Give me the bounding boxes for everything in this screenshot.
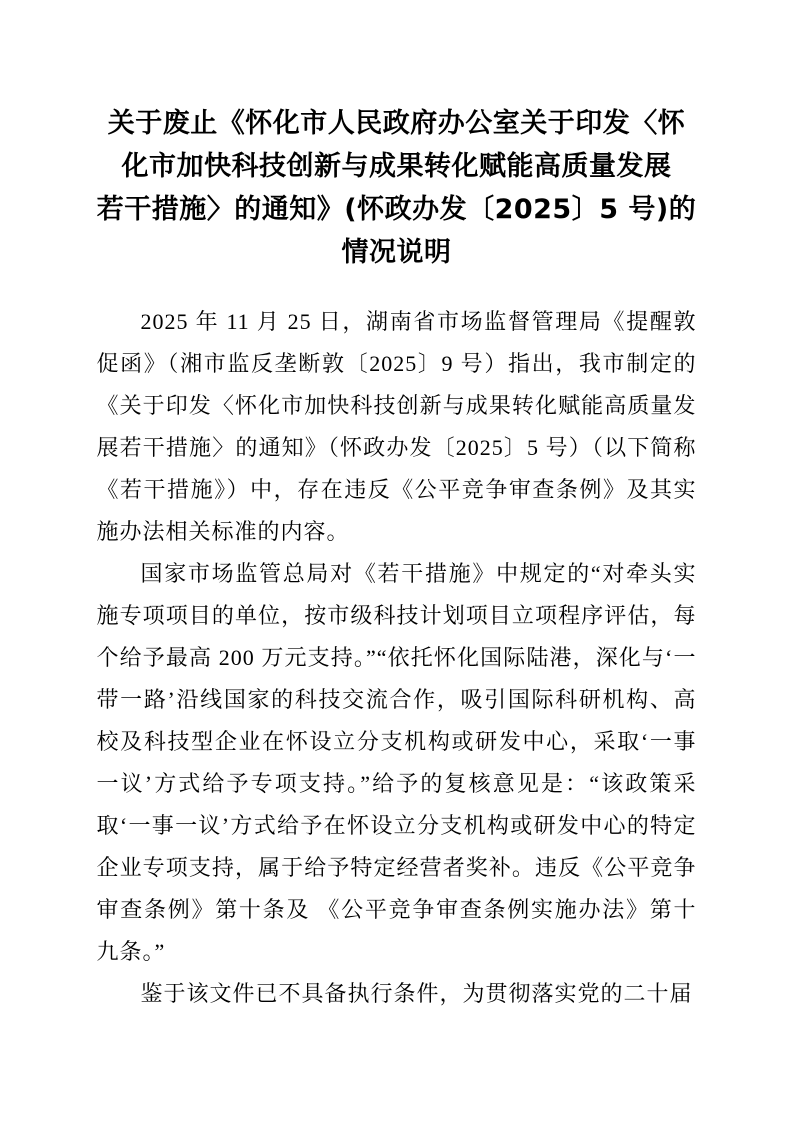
document-title-line-4: 情况说明 <box>341 237 452 268</box>
paragraph-3: 鉴于该文件已不具备执行条件，为贯彻落实党的二十届 <box>140 981 693 1006</box>
document-title-line-1: 关于废止《怀化市人民政府办公室关于印发〈怀 <box>107 108 686 139</box>
document-body <box>97 301 697 1015</box>
document-title-line-2: 化市加快科技创新与成果转化赋能高质量发展 <box>121 151 672 182</box>
document-title-line-3: 若干措施〉的通知》(怀政办发〔2025〕5 号)的 <box>96 194 697 225</box>
paragraph-2: 国家市场监管总局对《若干措施》中规定的“对牵头实施专项项目的单位，按市级科技计划项目立项程序评估，每个给予最高 200 万元支持。”“依托怀化国际陆港，深化与‘一带一路’沿线国家的科技交流合作，吸引国际科研机构、高校及科技型企业在怀设立分支机构或研发中心，采取‘一事一议’方式给予专项支持。”给予的复核意见是：“该政策采取‘一事一议’方式给予在怀设立分支机构或研发中心的特定企业专项支持，属于给予特定经营者奖补。违反《公平竞争审查条例》第十条及 《公平竞争审查条例实施办法》第十九条。” <box>96 561 697 964</box>
document-title <box>77 102 717 274</box>
paragraph-1: 2025 年 11 月 25 日，湖南省市场监督管理局《提醒敦促函》（湘市监反垄断敦〔2025〕9 号）指出，我市制定的《关于印发〈怀化市加快科技创新与成果转化赋能高质量发展若干措施〉的通知》（怀政办发〔2025〕5 号）（以下简称《若干措施》）中，存在违反《公平竞争审查条例》及其实施办法相关标准的内容。 <box>96 309 697 544</box>
